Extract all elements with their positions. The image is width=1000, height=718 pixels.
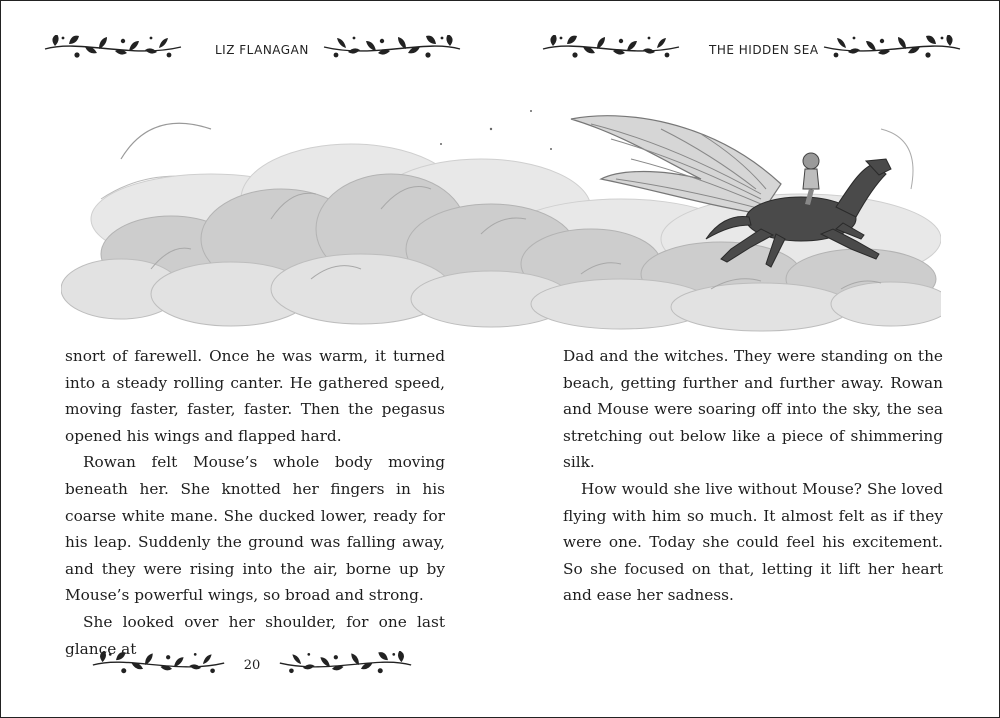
vine-ornament-icon [819,35,964,61]
page-number: 20 [243,658,261,673]
right-running-head: THE HIDDEN SEA [709,43,819,57]
vine-ornament-icon [539,35,684,61]
paragraph: Rowan felt Mouse’s whole body moving beneath her. She knotted her fingers in his coarse white mane. She ducked lower, ready for his leap. Suddenly the ground was falling away, and they were rising into the air, borne up by Mouse’s powerful wings, so broad and strong. [65,453,445,605]
left-page-text [65,343,445,662]
paragraph: Dad and the witches. They were standing on the beach, getting further and further away. Rowan and Mouse were soaring off into the sky, the sea stretching out below like a piece of shimmering silk. [563,347,943,472]
right-page-text [563,343,943,609]
vine-ornament-icon [275,651,415,677]
paragraph: How would she live without Mouse? She loved flying with him so much. It almost felt as if they were one. Today she could feel his excitement. So she focused on that, letting it lift her heart and ease her sadness. [563,479,943,605]
pegasus-flying-over-clouds-illustration [61,89,941,334]
left-running-head: LIZ FLANAGAN [215,43,309,57]
vine-ornament-icon [89,651,229,677]
vine-ornament-icon [41,35,186,61]
paragraph: snort of farewell. Once he was warm, it turned into a steady rolling canter. He gathered speed, moving faster, faster, faster. Then the pegasus opened his wings and flapped hard. [65,347,445,445]
paragraph: She looked over her shoulder, for one last glance at [65,612,445,658]
vine-ornament-icon [319,35,464,61]
